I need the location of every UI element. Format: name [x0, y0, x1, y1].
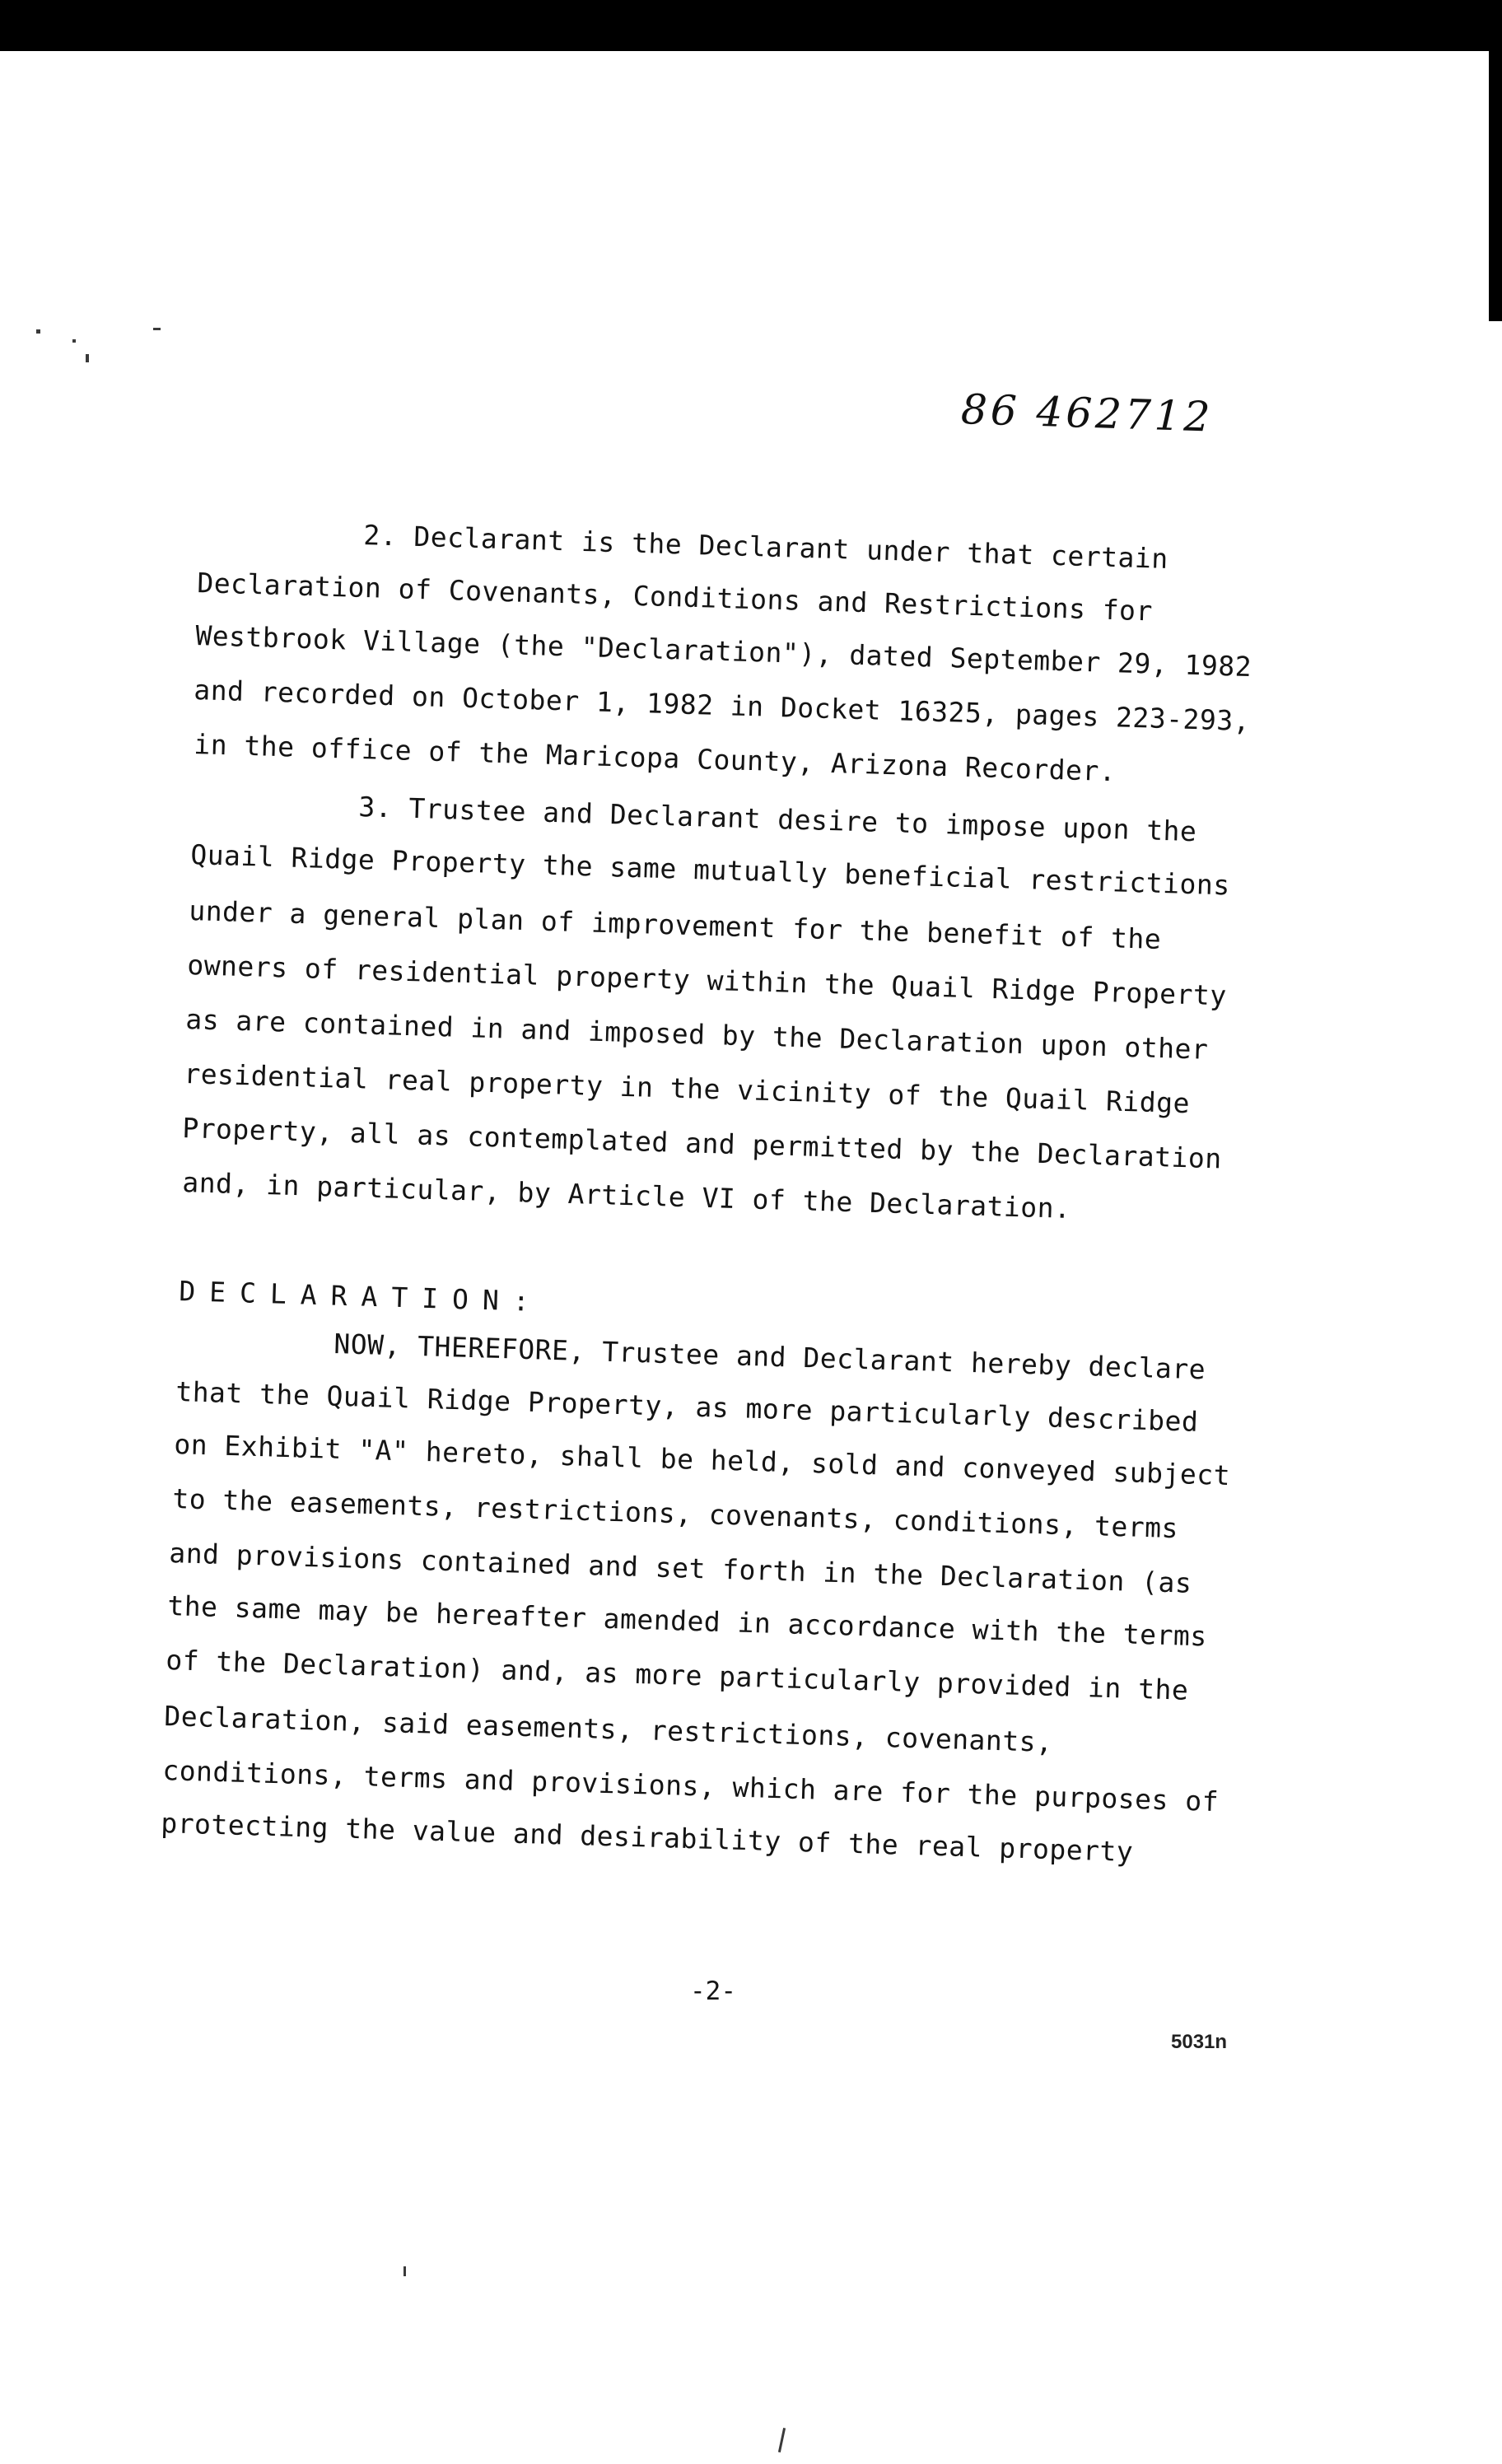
paragraph-line: and recorded on October 1, 1982 in Docket 16325, pages 223-293, — [193, 674, 1251, 738]
paragraph-line: owners of residential property within the Quail Ridge Property — [186, 949, 1228, 1012]
paragraph-line: that the Quail Ridge Property, as more particularly described — [175, 1375, 1199, 1438]
paper-sheet — [0, 51, 1489, 2464]
paragraph-line: conditions, terms and provisions, which are for the purposes of — [161, 1754, 1220, 1818]
paragraph-line: and, in particular, by Article VI of the Declaration. — [181, 1166, 1072, 1225]
paragraph-line: the same may be hereafter amended in accordance with the terms — [166, 1589, 1208, 1653]
paper-corner — [0, 2417, 338, 2464]
paper-edge — [1489, 321, 1502, 2464]
scan-speck — [36, 329, 40, 334]
paragraph-line: Declaration of Covenants, Conditions and Restrictions for — [196, 567, 1154, 628]
paragraph-line: in the office of the Maricopa County, Arizona Recorder. — [193, 728, 1117, 788]
paragraph-line: 2. Declarant is the Declarant under that certain — [362, 519, 1169, 575]
paragraph-line: 3. Trustee and Declarant desire to impose upon the — [357, 791, 1197, 848]
paragraph-line: Declaration, said easements, restrictions, covenants, — [163, 1700, 1054, 1759]
paragraph-line: protecting the value and desirability of the real property — [160, 1807, 1134, 1869]
paragraph-line: on Exhibit "A" hereto, shall be held, sold and conveyed subject — [173, 1428, 1231, 1492]
page-number: -2- — [690, 1976, 736, 2006]
declaration-heading: DECLARATION: — [178, 1275, 544, 1318]
paragraph-line: to the easements, restrictions, covenants, conditions, terms — [171, 1482, 1179, 1545]
paragraph-line: as are contained in and imposed by the Declaration upon other — [184, 1003, 1209, 1066]
document-number: 86 462712 — [960, 385, 1215, 441]
paragraph-line: and provisions contained and set forth in the Declaration (as — [168, 1537, 1192, 1599]
paragraph-line: of the Declaration) and, as more particularly provided in the — [165, 1644, 1189, 1706]
file-code: 5031n — [1171, 2031, 1228, 2053]
scan-speck — [72, 339, 76, 343]
paragraph-line: Westbrook Village (the "Declaration"), dated September 29, 1982 — [194, 619, 1252, 684]
scan-speck — [153, 328, 161, 330]
paragraph-line: Quail Ridge Property the same mutually beneficial restrictions — [189, 838, 1231, 902]
paragraph-line: under a general plan of improvement for the benefit of the — [188, 894, 1162, 956]
paragraph-line: residential real property in the vicinity of the Quail Ridge — [183, 1057, 1191, 1120]
scan-speck — [403, 2266, 406, 2276]
paragraph-line: Property, all as contemplated and permitted by the Declaration — [181, 1112, 1223, 1175]
scan-speck — [86, 354, 89, 362]
paragraph-line: NOW, THEREFORE, Trustee and Declarant hereby declare — [333, 1328, 1206, 1386]
